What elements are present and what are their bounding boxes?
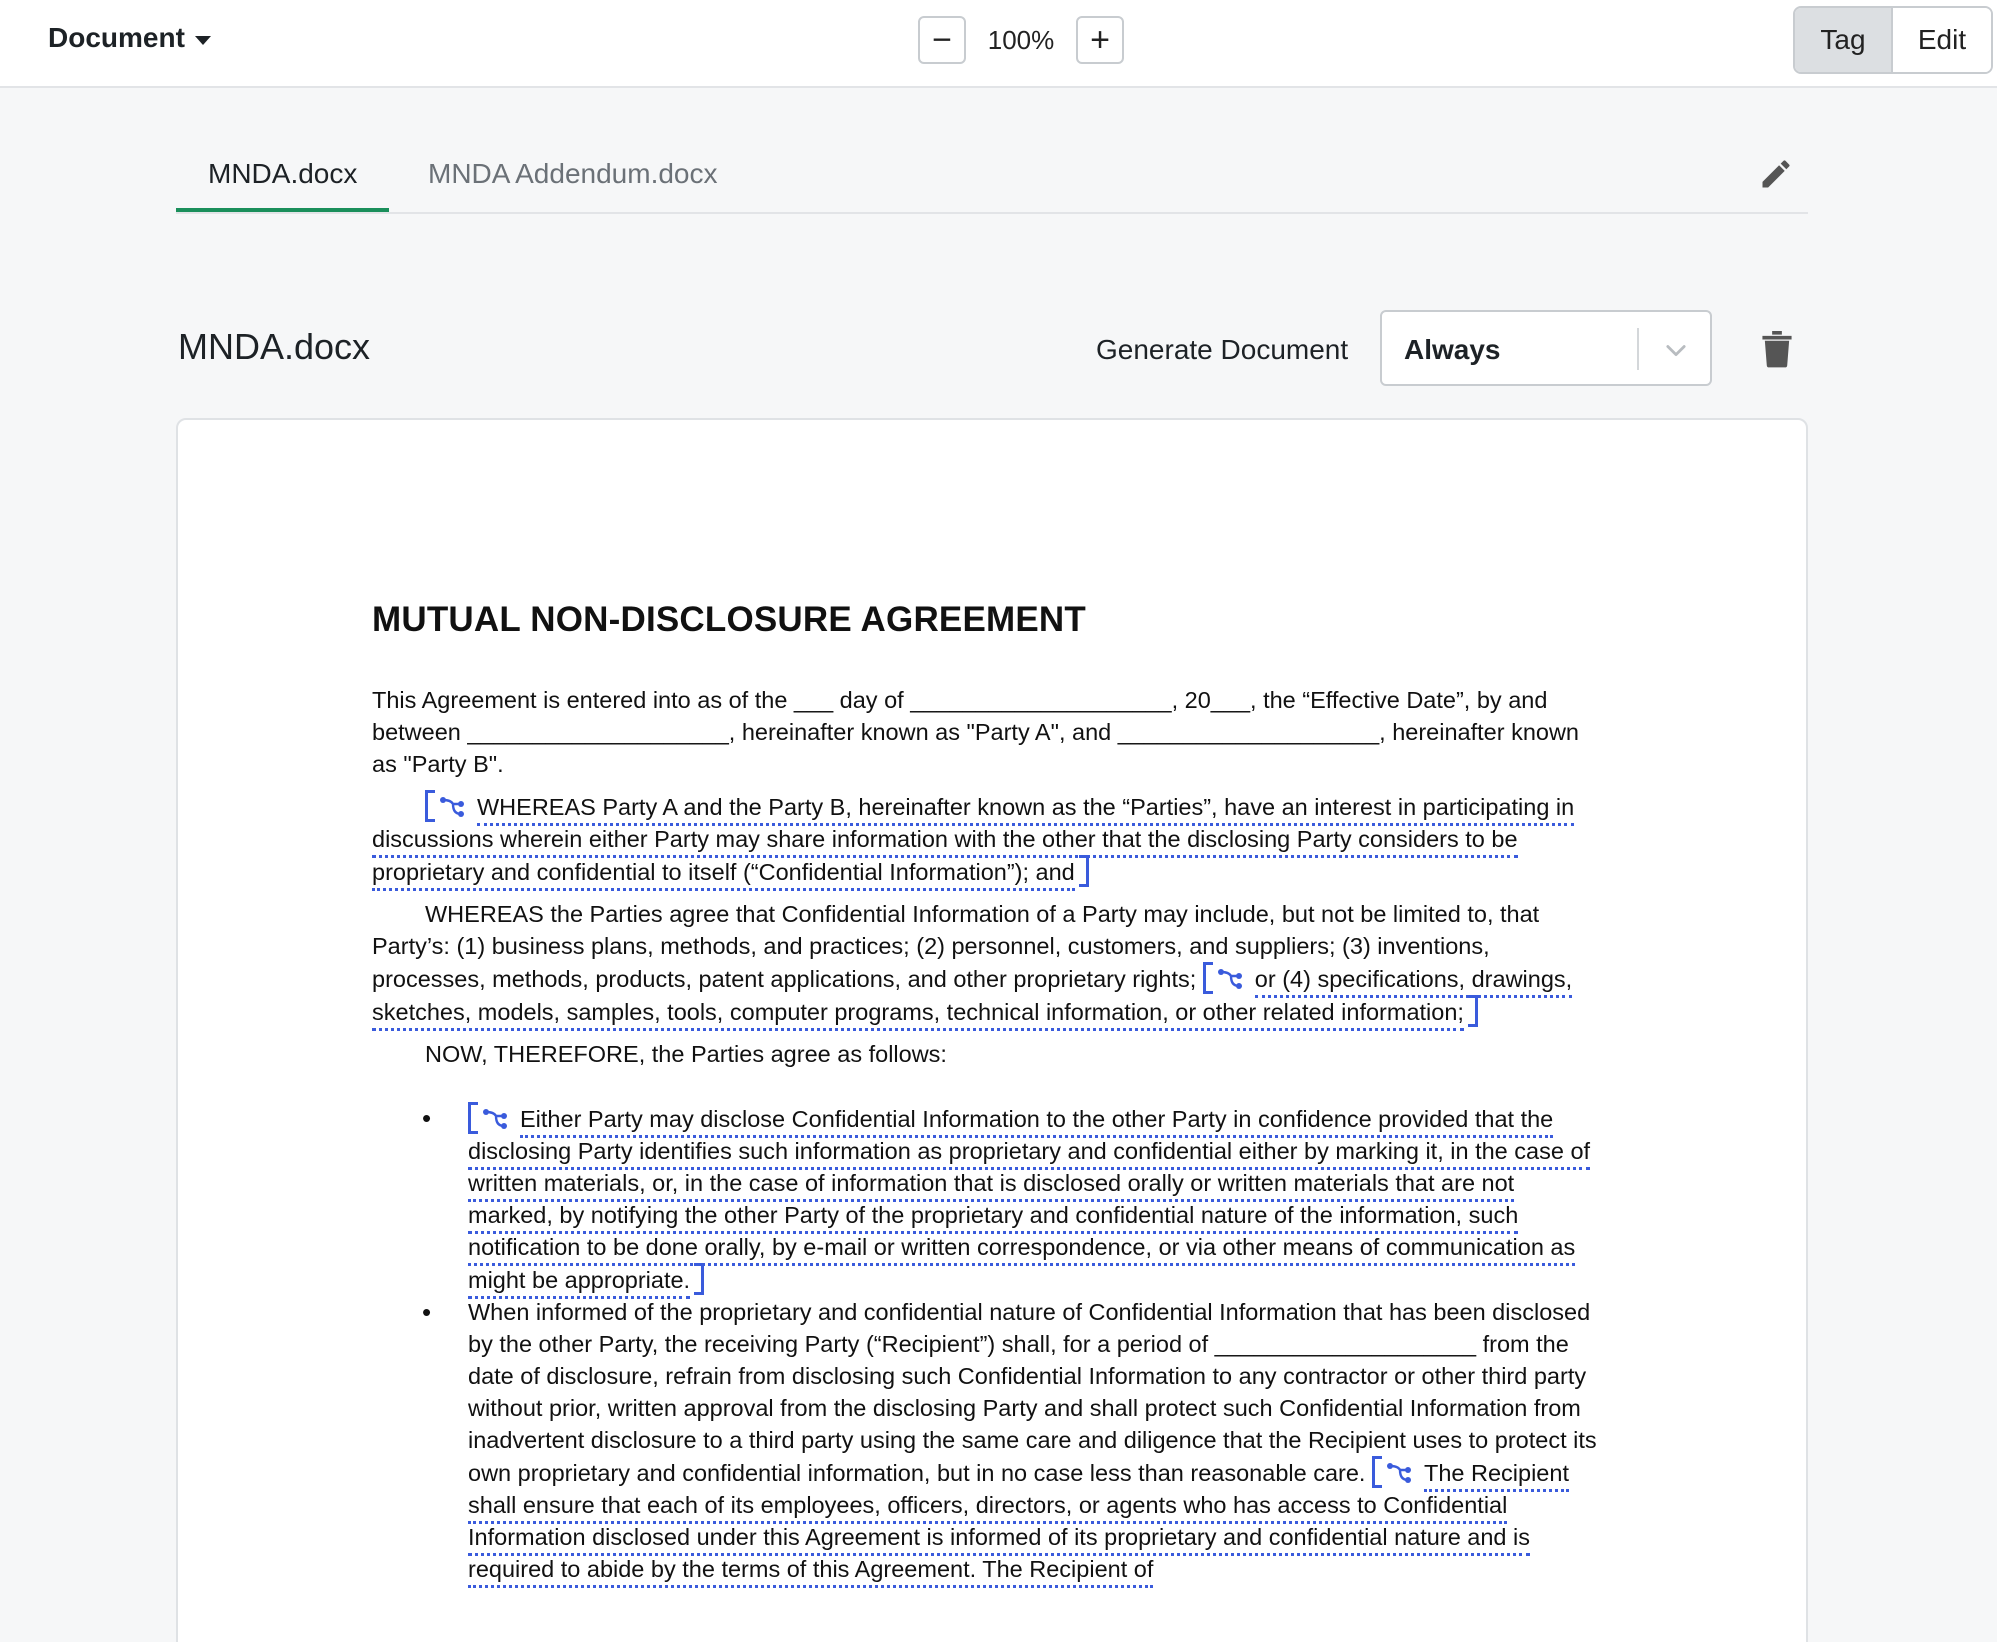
branch-tag-icon[interactable] xyxy=(439,796,465,818)
list-item xyxy=(372,1102,1602,1296)
tag-bracket-open[interactable] xyxy=(1203,962,1213,994)
tab-mnda-addendum[interactable]: MNDA Addendum.docx xyxy=(428,158,718,189)
whereas-2-text: WHEREAS the Parties agree that Confidential Information of a Party may include, but not be limited to, that Party’s: (1) business plans, methods, and practices; (2) personnel, customers, and suppliers; (3) inventions, processes, methods, products, patent applications, and other proprietary rights; xyxy=(372,901,1540,992)
caret-down-icon xyxy=(195,36,211,45)
branch-tag-icon[interactable] xyxy=(1217,968,1243,990)
bullet-2-text: When informed of the proprietary and confidential nature of Confidential Information that has been disclosed by the other Party, the receiving Party (“Recipient”) shall, for a period of ____________________ from the date of disclosure, refrain from disclosing such Confidential Information to any contractor or other third party without prior, written approval from the disclosing Party and shall protect such Confidential Information from inadvertent disclosure to a third party using the same care and diligence that the Recipient uses to protect its own proprietary and confidential information, but in no case less than reasonable care. xyxy=(468,1299,1597,1486)
document-tabs xyxy=(176,148,1808,214)
zoom-control xyxy=(918,16,1124,64)
intro-paragraph: This Agreement is entered into as of the ___ day of ____________________, 20___, the “Effective Date”, by and between ____________________, hereinafter known as "Party A", and ____________________, hereinafter known as "Party B". xyxy=(372,687,1580,777)
document-page xyxy=(372,600,1602,1585)
tag-bracket-open[interactable] xyxy=(1372,1456,1382,1488)
select-divider xyxy=(1637,328,1639,370)
top-toolbar xyxy=(0,0,1997,88)
tagged-text-whereas-2[interactable]: or (4) specifications, drawings, sketches, models, samples, tools, computer programs, technical information, or other related information; xyxy=(372,966,1572,1031)
document-menu[interactable] xyxy=(48,22,211,54)
branch-tag-icon[interactable] xyxy=(482,1108,508,1130)
edit-mode-button[interactable]: Edit xyxy=(1893,8,1991,72)
tag-bracket-open[interactable] xyxy=(425,790,435,822)
tagged-text-bullet-1[interactable]: Either Party may disclose Confidential Information to the other Party in confidence provided that the disclosing Party identifies such information as proprietary and confidential either by marking it, in the case of written materials, or, in the case of information that is disclosed orally or written materials that are not marked, by notifying the other Party of the proprietary and confidential nature of the information, such notification to be done orally, by e-mail or written correspondence, or via other means of communication as might be appropriate. xyxy=(468,1106,1590,1299)
tag-bracket-close[interactable] xyxy=(1468,995,1478,1027)
zoom-level: 100% xyxy=(987,24,1055,55)
bullet-dot: • xyxy=(422,1103,432,1133)
generate-document-label: Generate Document xyxy=(1096,334,1349,365)
terms-list xyxy=(372,1102,1602,1585)
document-menu-label: Document xyxy=(48,22,185,53)
document-title: MNDA.docx xyxy=(178,326,371,367)
generate-document-value: Always xyxy=(1404,334,1501,365)
bullet-dot: • xyxy=(422,1297,432,1327)
document-preview-card xyxy=(176,418,1808,1642)
whereas-paragraph-1 xyxy=(372,790,1602,888)
tag-bracket-close[interactable] xyxy=(1079,855,1089,887)
pencil-icon[interactable] xyxy=(1758,156,1794,192)
list-item xyxy=(372,1296,1602,1585)
whereas-paragraph-2 xyxy=(372,898,1602,1028)
trash-icon[interactable] xyxy=(1760,328,1794,368)
therefore-paragraph: NOW, THEREFORE, the Parties agree as follows: xyxy=(425,1041,947,1067)
agreement-heading: MUTUAL NON-DISCLOSURE AGREEMENT xyxy=(372,600,1086,639)
branch-tag-icon[interactable] xyxy=(1386,1462,1412,1484)
mode-toggle xyxy=(1793,6,1993,74)
tagged-text-bullet-2[interactable]: The Recipient shall ensure that each of its employees, officers, directors, or agents who has access to Confidential Information disclosed under this Agreement is informed of its proprietary and confidential nature and is required to abide by the terms of this Agreement. The Recipient of xyxy=(468,1460,1569,1588)
tab-mndadocx[interactable]: MNDA.docx xyxy=(176,158,389,212)
tagged-text-whereas-1[interactable]: WHEREAS Party A and the Party B, hereinafter known as the “Parties”, have an interest in participating in discussions wherein either Party may share information with the other that the disclosing Party considers to be proprietary and confidential to itself (“Confidential Information”); and xyxy=(372,794,1574,891)
zoom-in-button[interactable]: + xyxy=(1076,16,1124,64)
tag-bracket-open[interactable] xyxy=(468,1102,478,1134)
generate-document-select[interactable] xyxy=(1380,310,1712,386)
chevron-down-icon xyxy=(1662,336,1690,364)
tag-bracket-close[interactable] xyxy=(694,1263,704,1295)
zoom-out-button[interactable]: − xyxy=(918,16,966,64)
tag-mode-button[interactable]: Tag xyxy=(1795,8,1893,72)
